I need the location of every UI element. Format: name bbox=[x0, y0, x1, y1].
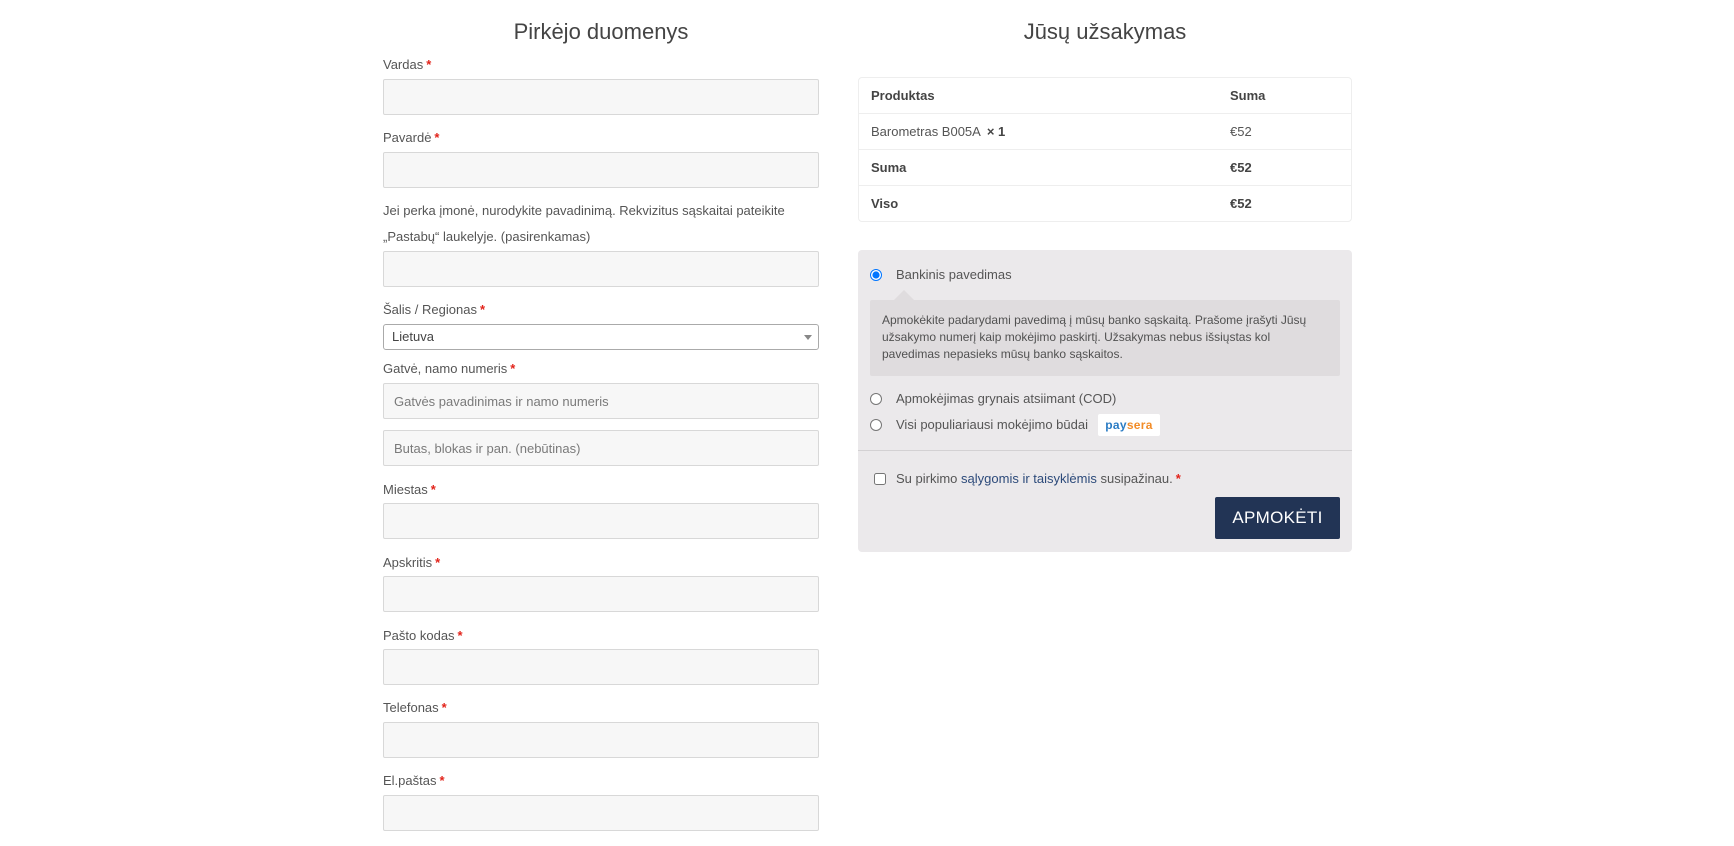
terms-prefix: Su pirkimo bbox=[896, 471, 958, 486]
subtotal-value: €52 bbox=[1218, 150, 1351, 186]
county-input[interactable] bbox=[383, 576, 819, 612]
subtotal-label: Suma bbox=[859, 150, 1218, 186]
total-row bbox=[859, 186, 1351, 221]
payment-option-cod[interactable] bbox=[870, 390, 1116, 408]
chevron-down-icon bbox=[804, 335, 812, 340]
first-name-label: Vardas * bbox=[383, 57, 432, 72]
terms-agreement[interactable] bbox=[874, 470, 1181, 488]
country-select-value: Lietuva bbox=[392, 329, 434, 344]
cod-label: Apmokėjimas grynais atsiimant (COD) bbox=[896, 391, 1117, 406]
email-input[interactable] bbox=[383, 795, 819, 831]
table-header-row bbox=[859, 78, 1351, 114]
bank-transfer-description: Apmokėkite padarydami pavedimą į mūsų banko sąskaitą. Prašome įrašyti Jūsų užsakymo numerį kaip mokėjimo paskirtį. Užsakymas nebus išsiųstas kol pavedimas nepasieks mūsų banko sąskaitos. bbox=[870, 300, 1340, 376]
bank-transfer-radio[interactable] bbox=[870, 269, 882, 281]
subtotal-row bbox=[859, 150, 1351, 186]
terms-checkbox[interactable] bbox=[874, 473, 886, 485]
order-title: Jūsų užsakymas bbox=[1023, 19, 1187, 44]
county-label: Apskritis * bbox=[383, 555, 441, 570]
city-label: Miestas * bbox=[383, 482, 436, 497]
required-marker: * bbox=[441, 700, 447, 715]
last-name-label: Pavardė * bbox=[383, 130, 440, 145]
payment-box bbox=[858, 250, 1352, 552]
payment-option-bank-transfer[interactable] bbox=[870, 266, 1012, 284]
place-order-button[interactable]: APMOKĖTI bbox=[1215, 497, 1340, 539]
required-marker: * bbox=[435, 555, 441, 570]
street-label: Gatvė, namo numeris * bbox=[383, 361, 516, 376]
required-marker: * bbox=[426, 57, 432, 72]
bank-transfer-label: Bankinis pavedimas bbox=[896, 267, 1012, 282]
paysera-label: Visi populiariausi mokėjimo būdai bbox=[896, 417, 1088, 432]
divider bbox=[858, 450, 1352, 451]
billing-title: Pirkėjo duomenys bbox=[513, 19, 689, 44]
required-marker: * bbox=[1175, 471, 1181, 486]
required-marker: * bbox=[510, 361, 516, 376]
required-marker: * bbox=[457, 628, 463, 643]
item-price: €52 bbox=[1218, 114, 1351, 150]
paysera-radio[interactable] bbox=[870, 419, 882, 431]
item-cell bbox=[859, 114, 1218, 150]
item-qty: × 1 bbox=[986, 124, 1006, 139]
terms-suffix: susipažinau. bbox=[1100, 471, 1173, 486]
header-product: Produktas bbox=[859, 78, 1218, 114]
table-row bbox=[859, 114, 1351, 150]
phone-input[interactable] bbox=[383, 722, 819, 758]
city-input[interactable] bbox=[383, 503, 819, 539]
terms-link[interactable]: sąlygomis ir taisyklėmis bbox=[961, 471, 1097, 486]
postcode-input[interactable] bbox=[383, 649, 819, 685]
required-marker: * bbox=[439, 773, 445, 788]
order-summary-table bbox=[858, 77, 1352, 222]
total-value: €52 bbox=[1230, 196, 1252, 211]
required-marker: * bbox=[434, 130, 440, 145]
total-label: Viso bbox=[871, 196, 899, 211]
apartment-input[interactable] bbox=[383, 430, 819, 466]
postcode-label: Pašto kodas * bbox=[383, 628, 463, 643]
phone-label: Telefonas * bbox=[383, 700, 447, 715]
header-total: Suma bbox=[1218, 78, 1351, 114]
country-select[interactable] bbox=[383, 324, 819, 350]
description-pointer bbox=[894, 290, 914, 300]
item-name: Barometras B005A bbox=[871, 124, 981, 139]
email-label: El.paštas * bbox=[383, 773, 445, 788]
last-name-input[interactable] bbox=[383, 152, 819, 188]
company-input[interactable] bbox=[383, 251, 819, 287]
company-note: Jei perka įmonė, nurodykite pavadinimą. Rekvizitus sąskaitai pateikite „Pastabų“ laukelyje. (pasirenkamas) bbox=[383, 203, 785, 244]
payment-option-paysera[interactable] bbox=[870, 410, 1160, 440]
required-marker: * bbox=[479, 302, 486, 317]
country-label: Šalis / Regionas * bbox=[383, 302, 486, 317]
required-marker: * bbox=[430, 482, 436, 497]
street-input[interactable] bbox=[383, 383, 819, 419]
first-name-input[interactable] bbox=[383, 79, 819, 115]
cod-radio[interactable] bbox=[870, 393, 882, 405]
paysera-logo: paysera bbox=[1098, 414, 1160, 436]
